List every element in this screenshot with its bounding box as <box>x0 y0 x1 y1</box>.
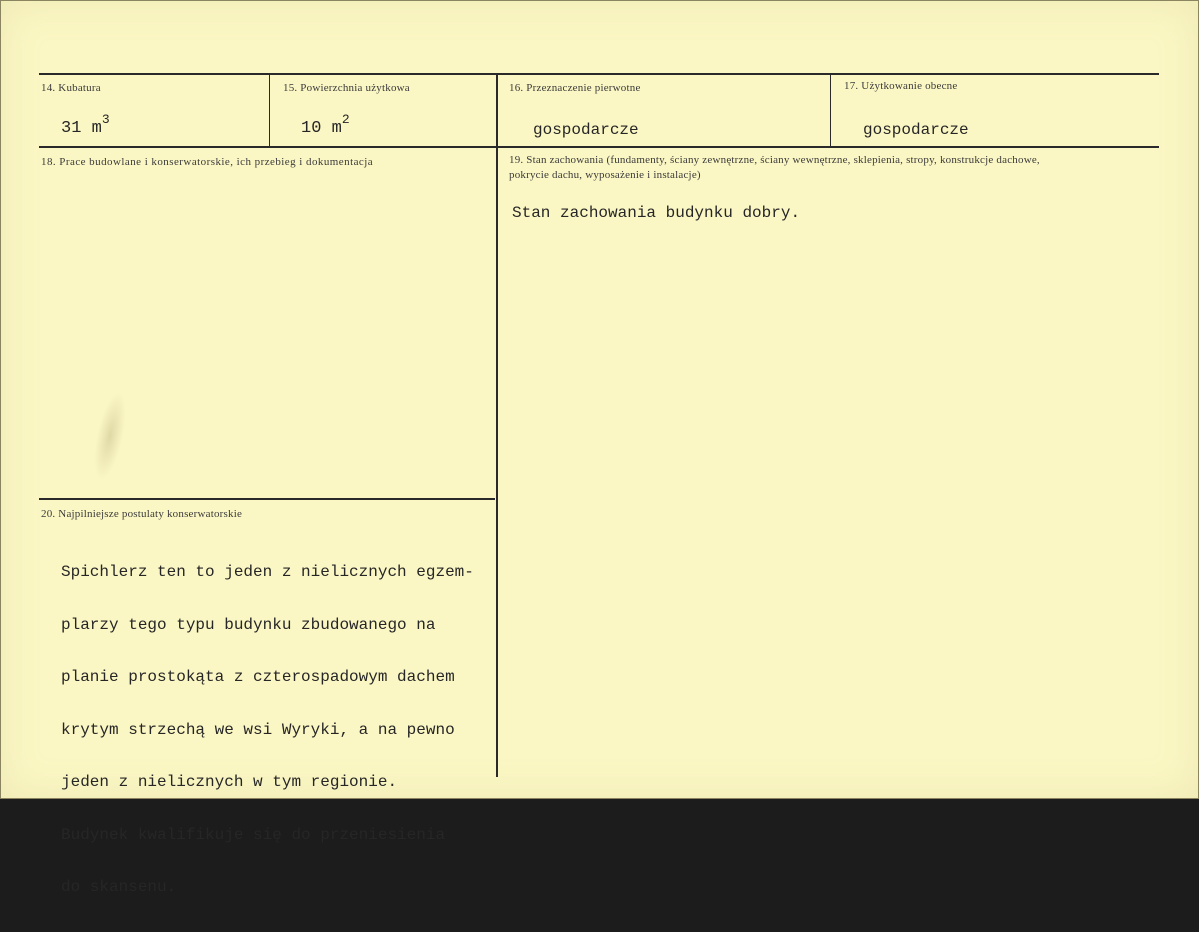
section-divider <box>39 498 495 500</box>
field-14-number: 31 m <box>61 119 102 138</box>
field-19-value: Stan zachowania budynku dobry. <box>512 204 801 222</box>
col-divider-main <box>496 75 498 777</box>
field-20-text <box>61 529 474 932</box>
field-15-number: 10 m <box>301 119 342 138</box>
col-divider-1 <box>269 75 270 146</box>
field-15-exponent: 2 <box>341 112 350 127</box>
field-20-line: Spichlerz ten to jeden z nielicznych egzem- <box>61 563 474 581</box>
field-17-label: 17. Użytkowanie obecne <box>844 80 958 92</box>
field-17-value: gospodarcze <box>863 121 969 139</box>
paper-stain <box>88 389 132 482</box>
field-15-value <box>301 112 350 138</box>
field-14-value <box>61 112 110 138</box>
field-19-label: 19. Stan zachowania (fundamenty, ściany zewnętrzne, ściany wewnętrzne, sklepienia, stropy, konstrukcje dachowe, pokrycie dachu, wyposażenie i instalacje) <box>509 154 1040 181</box>
field-20-line: do skansenu. <box>61 878 177 896</box>
field-20-line: Budynek kwalifikuje się do przeniesienia <box>61 825 446 844</box>
field-18-label: 18. Prace budowlane i konserwatorskie, ich przebieg i dokumentacja <box>41 156 374 168</box>
field-15-label: 15. Powierzchnia użytkowa <box>283 82 410 94</box>
field-20-line: planie prostokąta z czterospadowym dachem <box>61 668 455 686</box>
top-rule <box>39 73 1159 75</box>
col-divider-3 <box>830 75 831 146</box>
field-20-line: plarzy tego typu budynku zbudowanego na <box>61 615 436 634</box>
field-20-label: 20. Najpilniejsze postulaty konserwatorskie <box>41 508 243 520</box>
field-14-exponent: 3 <box>101 112 110 127</box>
field-14-label: 14. Kubatura <box>41 82 101 94</box>
field-20-line: jeden z nielicznych w tym regionie. <box>61 773 398 791</box>
field-16-value: gospodarcze <box>533 121 639 139</box>
row-divider <box>39 146 1159 148</box>
field-20-line: krytym strzechą we wsi Wyryki, a na pewno <box>61 720 455 739</box>
field-16-label: 16. Przeznaczenie pierwotne <box>509 82 641 94</box>
